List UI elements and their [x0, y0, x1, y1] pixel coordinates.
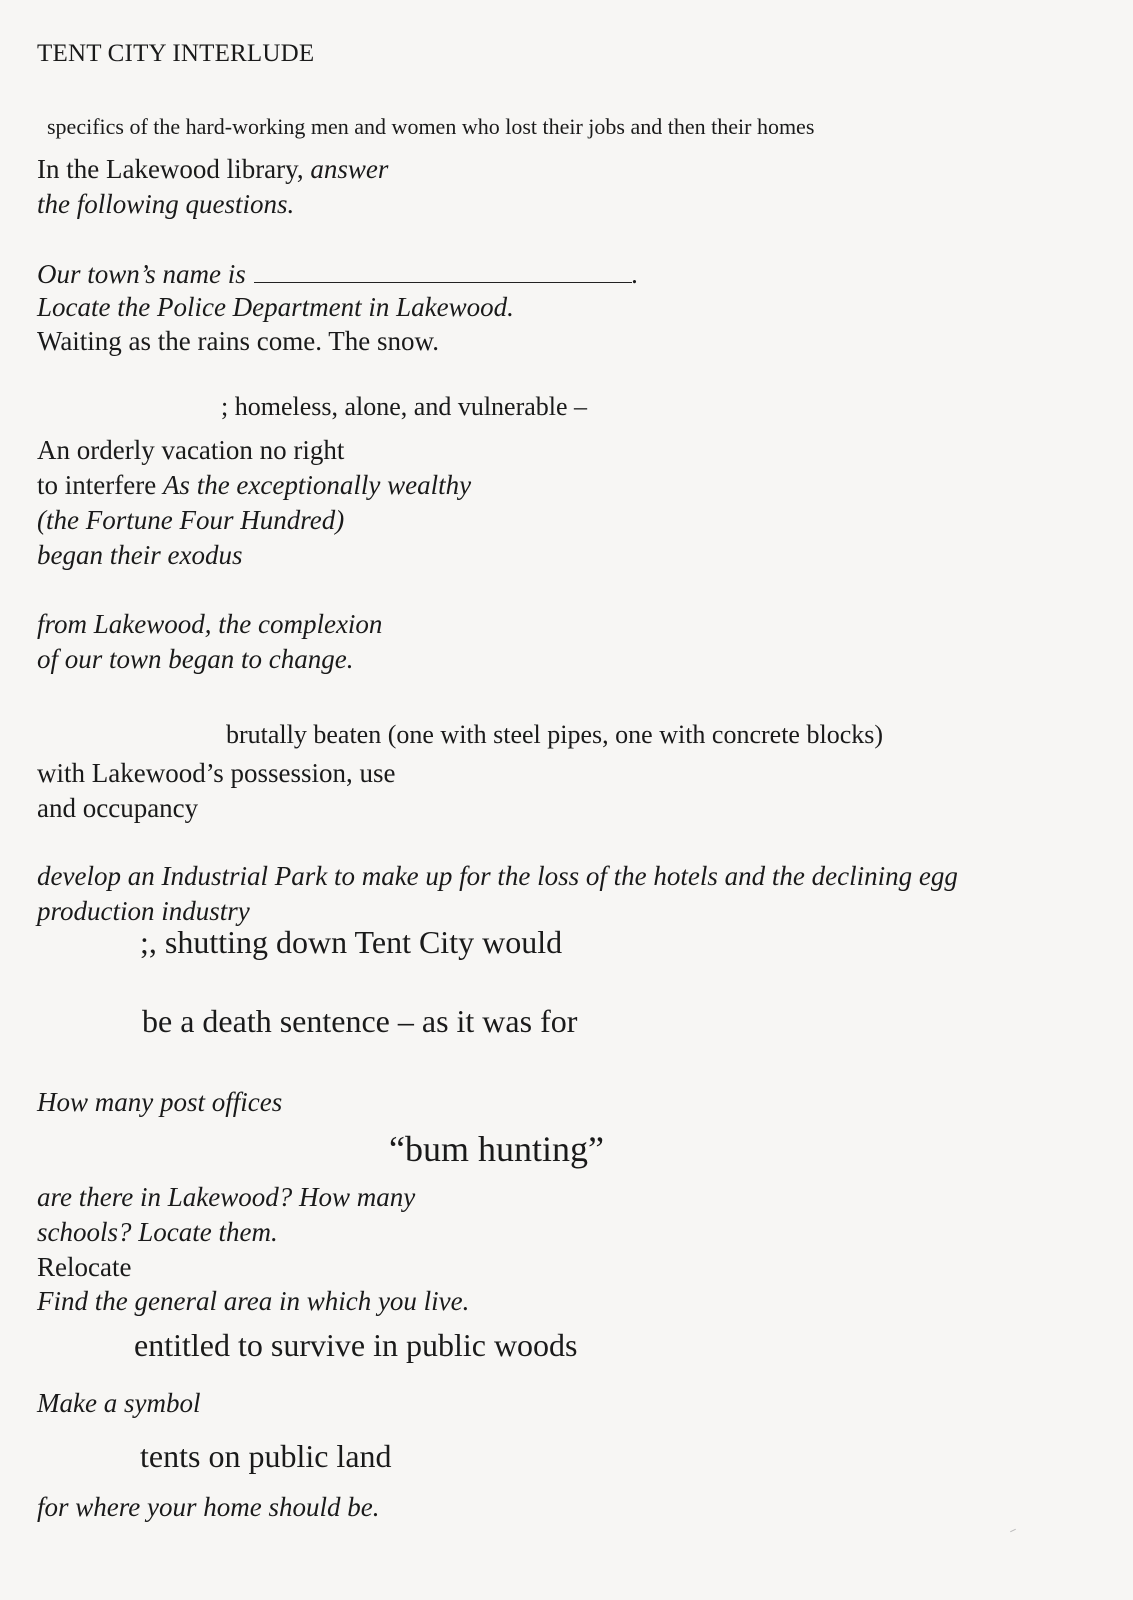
line-relocate: Relocate — [37, 1252, 132, 1282]
line-town-change: of our town began to change. — [37, 644, 354, 674]
line-entitled: entitled to survive in public woods — [134, 1327, 578, 1363]
line-symbol: Make a symbol — [37, 1388, 201, 1418]
line-shutting: ;, shutting down Tent City would — [140, 924, 563, 960]
line-tents: tents on public land — [140, 1438, 392, 1474]
line-beaten: brutally beaten (one with steel pipes, one with concrete blocks) — [226, 720, 884, 749]
line-orderly: An orderly vacation no right — [37, 435, 345, 465]
line-specifics: specifics of the hard-working men and women who lost their jobs and then their homes — [47, 114, 815, 139]
line-interfere-roman: to interfere — [37, 470, 163, 500]
line-bum-hunting: “bum hunting” — [389, 1129, 604, 1169]
line-schools-a: are there in Lakewood? How many — [37, 1182, 416, 1212]
line-home-should: for where your home should be. — [37, 1492, 380, 1522]
line-schools-b: schools? Locate them. — [37, 1217, 278, 1247]
fill-in-blank-line — [254, 260, 632, 283]
line-waiting: Waiting as the rains come. The snow. — [37, 326, 439, 356]
line-exodus: began their exodus — [37, 540, 243, 570]
line-occupancy: and occupancy — [37, 793, 199, 823]
line-fortune: (the Fortune Four Hundred) — [37, 505, 345, 535]
line-towns-name-end: . — [631, 259, 639, 289]
document-title: TENT CITY INTERLUDE — [37, 40, 315, 67]
line-interfere-italic: As the exceptionally wealthy — [162, 470, 472, 500]
line-general-area: Find the general area in which you live. — [37, 1286, 470, 1316]
line-police: Locate the Police Department in Lakewood. — [37, 292, 514, 322]
line-towns-name-text: Our town’s name is — [37, 259, 246, 289]
line-egg-industry: production industry — [37, 896, 250, 926]
line-death-sentence: be a death sentence – as it was for — [142, 1003, 578, 1039]
line-following-questions: the following questions. — [37, 189, 295, 219]
line-interfere — [37, 472, 471, 499]
line-library — [37, 156, 388, 183]
line-homeless: ; homeless, alone, and vulnerable – — [221, 392, 588, 421]
line-library-roman: In the Lakewood library, — [37, 154, 311, 184]
line-post-offices: How many post offices — [37, 1087, 283, 1117]
line-library-italic: answer — [310, 154, 389, 184]
paper-speck — [1010, 1529, 1016, 1532]
line-towns-name — [37, 260, 639, 288]
line-industrial: develop an Industrial Park to make up for the loss of the hotels and the declining egg — [37, 861, 958, 891]
line-possession: with Lakewood’s possession, use — [37, 758, 396, 788]
line-from-lakewood: from Lakewood, the complexion — [37, 609, 383, 639]
